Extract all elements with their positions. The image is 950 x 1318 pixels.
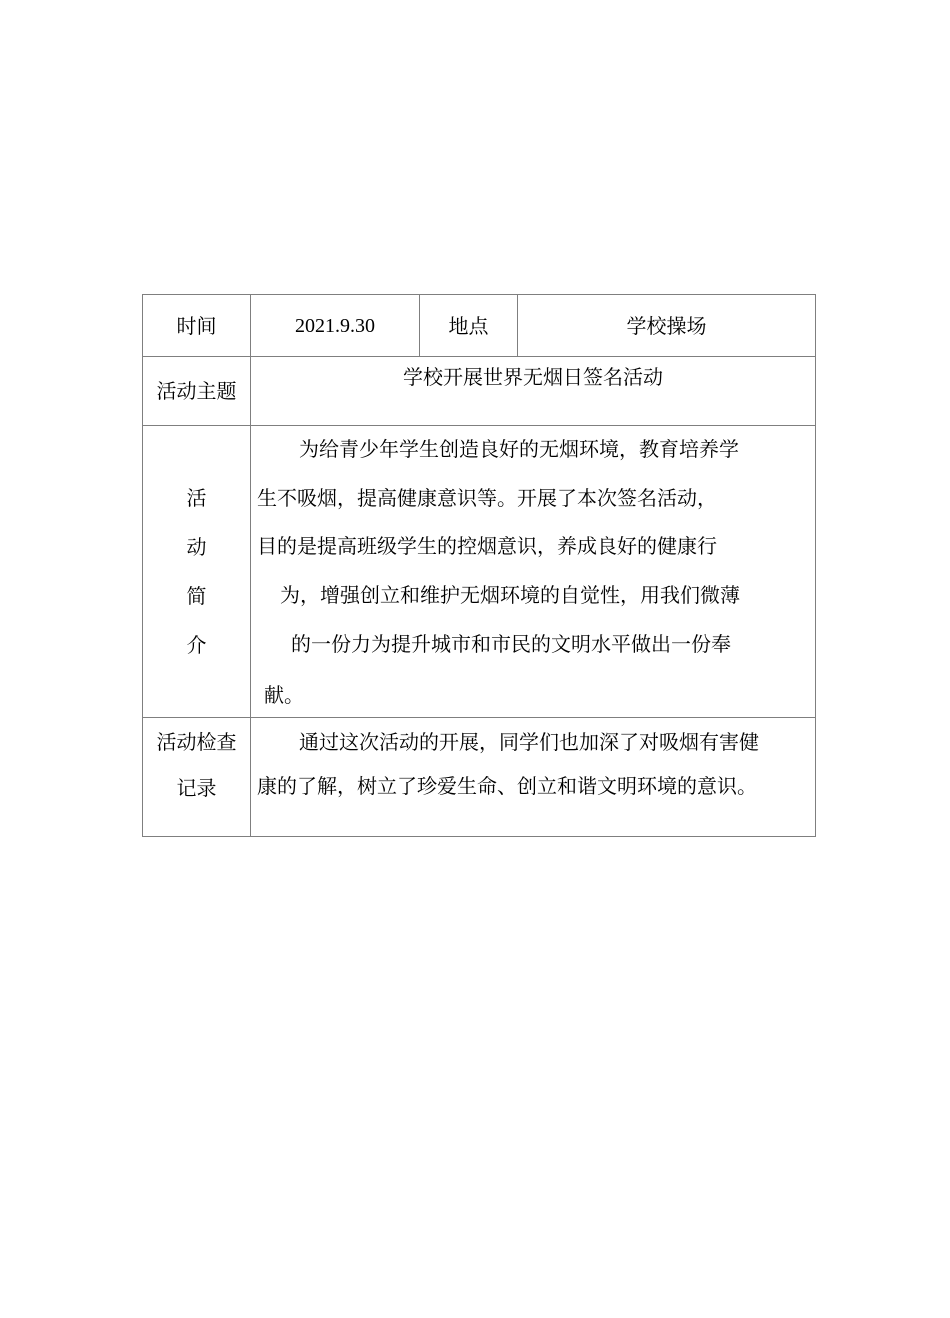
intro-label-char: 简 xyxy=(186,583,207,608)
intro-line: 的一份力为提升城市和市民的文明水平做出一份奉 xyxy=(291,632,731,656)
intro-line: 为，增强创立和维护无烟环境的自觉性，用我们微薄 xyxy=(280,583,740,607)
table-row xyxy=(143,426,816,718)
intro-label xyxy=(143,426,251,718)
check-line: 通过这次活动的开展，同学们也加深了对吸烟有害健 xyxy=(299,730,759,754)
table-row xyxy=(143,357,816,426)
time-value: 2021.9.30 xyxy=(251,295,420,357)
table-row xyxy=(143,295,816,357)
check-label-line: 记录 xyxy=(176,776,217,800)
check-line: 康的了解，树立了珍爱生命、创立和谐文明环境的意识。 xyxy=(257,774,757,798)
activity-record-table xyxy=(142,294,816,837)
intro-text xyxy=(251,426,816,718)
intro-label-char: 动 xyxy=(186,534,207,559)
intro-line: 献。 xyxy=(264,683,304,707)
time-label: 时间 xyxy=(143,295,251,357)
topic-label: 活动主题 xyxy=(143,357,251,426)
table-row xyxy=(143,718,816,837)
place-value: 学校操场 xyxy=(518,295,816,357)
intro-line: 生不吸烟，提高健康意识等。开展了本次签名活动， xyxy=(257,486,717,510)
check-label xyxy=(143,718,251,837)
intro-line: 目的是提高班级学生的控烟意识，养成良好的健康行 xyxy=(257,534,717,558)
place-label: 地点 xyxy=(420,295,518,357)
intro-label-char: 介 xyxy=(186,632,207,657)
intro-line: 为给青少年学生创造良好的无烟环境，教育培养学 xyxy=(299,437,739,461)
intro-label-char: 活 xyxy=(186,485,207,510)
check-text xyxy=(251,718,816,837)
check-label-line: 活动检查 xyxy=(156,730,237,754)
topic-value: 学校开展世界无烟日签名活动 xyxy=(251,357,816,426)
